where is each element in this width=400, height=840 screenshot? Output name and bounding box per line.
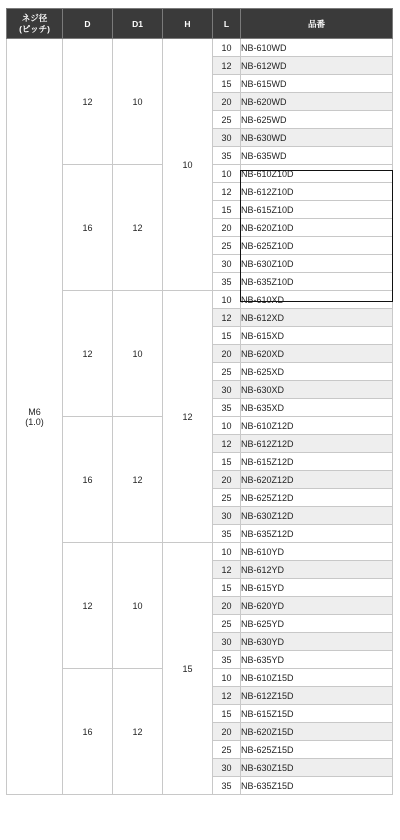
l-cell: 20 (213, 219, 241, 237)
d1-cell: 12 (113, 165, 163, 291)
h-cell: 15 (163, 543, 213, 795)
l-cell: 20 (213, 471, 241, 489)
part-number-cell: NB-612Z10D (241, 183, 393, 201)
h-cell: 12 (163, 291, 213, 543)
l-cell: 10 (213, 291, 241, 309)
header-row (7, 9, 393, 39)
part-number-cell: NB-620WD (241, 93, 393, 111)
d1-cell: 10 (113, 291, 163, 417)
l-cell: 35 (213, 777, 241, 795)
part-number-cell: NB-625Z15D (241, 741, 393, 759)
l-cell: 25 (213, 111, 241, 129)
part-number-cell: NB-630YD (241, 633, 393, 651)
part-number-cell: NB-635Z10D (241, 273, 393, 291)
d1-cell: 10 (113, 543, 163, 669)
l-cell: 15 (213, 75, 241, 93)
part-number-cell: NB-630WD (241, 129, 393, 147)
h-cell: 10 (163, 39, 213, 291)
l-cell: 30 (213, 129, 241, 147)
part-number-cell: NB-610YD (241, 543, 393, 561)
l-cell: 30 (213, 381, 241, 399)
part-number-cell: NB-615Z15D (241, 705, 393, 723)
table-header (7, 9, 393, 39)
d-cell: 12 (63, 291, 113, 417)
table-row (7, 291, 393, 309)
part-number-cell: NB-625Z10D (241, 237, 393, 255)
part-number-cell: NB-612WD (241, 57, 393, 75)
l-cell: 12 (213, 687, 241, 705)
l-cell: 25 (213, 489, 241, 507)
l-cell: 35 (213, 147, 241, 165)
d1-cell: 10 (113, 39, 163, 165)
l-cell: 15 (213, 705, 241, 723)
header-part-number: 品番 (241, 9, 393, 39)
part-number-cell: NB-612XD (241, 309, 393, 327)
part-number-cell: NB-630Z15D (241, 759, 393, 777)
l-cell: 20 (213, 597, 241, 615)
thread-size-cell (7, 39, 63, 795)
thread-size: M6 (28, 406, 41, 417)
spec-table (6, 8, 393, 795)
part-number-cell: NB-620Z12D (241, 471, 393, 489)
part-number-cell: NB-610Z12D (241, 417, 393, 435)
l-cell: 10 (213, 543, 241, 561)
part-number-cell: NB-620Z10D (241, 219, 393, 237)
l-cell: 30 (213, 255, 241, 273)
header-h: H (163, 9, 213, 39)
part-number-cell: NB-615WD (241, 75, 393, 93)
l-cell: 15 (213, 201, 241, 219)
d-cell: 12 (63, 543, 113, 669)
table-row (7, 39, 393, 57)
l-cell: 20 (213, 345, 241, 363)
part-number-cell: NB-615XD (241, 327, 393, 345)
l-cell: 15 (213, 453, 241, 471)
l-cell: 35 (213, 651, 241, 669)
part-number-cell: NB-615Z10D (241, 201, 393, 219)
l-cell: 20 (213, 93, 241, 111)
part-number-cell: NB-635Z15D (241, 777, 393, 795)
l-cell: 25 (213, 615, 241, 633)
l-cell: 25 (213, 363, 241, 381)
l-cell: 30 (213, 633, 241, 651)
header-d: D (63, 9, 113, 39)
part-number-cell: NB-610Z15D (241, 669, 393, 687)
l-cell: 10 (213, 417, 241, 435)
l-cell: 12 (213, 57, 241, 75)
l-cell: 10 (213, 165, 241, 183)
d-cell: 12 (63, 39, 113, 165)
l-cell: 15 (213, 579, 241, 597)
d-cell: 16 (63, 417, 113, 543)
l-cell: 12 (213, 561, 241, 579)
part-number-cell: NB-625YD (241, 615, 393, 633)
l-cell: 10 (213, 669, 241, 687)
d1-cell: 12 (113, 417, 163, 543)
part-number-cell: NB-625XD (241, 363, 393, 381)
l-cell: 35 (213, 525, 241, 543)
header-thread-size (7, 9, 63, 39)
l-cell: 20 (213, 723, 241, 741)
d1-cell: 12 (113, 669, 163, 795)
l-cell: 15 (213, 327, 241, 345)
l-cell: 35 (213, 399, 241, 417)
l-cell: 30 (213, 507, 241, 525)
part-number-cell: NB-612Z15D (241, 687, 393, 705)
d-cell: 16 (63, 669, 113, 795)
part-number-cell: NB-630Z12D (241, 507, 393, 525)
part-number-cell: NB-635WD (241, 147, 393, 165)
part-number-cell: NB-620YD (241, 597, 393, 615)
part-number-cell: NB-625Z12D (241, 489, 393, 507)
part-number-cell: NB-620XD (241, 345, 393, 363)
header-thread-line1: ネジ径 (21, 12, 48, 23)
l-cell: 35 (213, 273, 241, 291)
part-number-cell: NB-635XD (241, 399, 393, 417)
part-number-cell: NB-612YD (241, 561, 393, 579)
part-number-cell: NB-612Z12D (241, 435, 393, 453)
part-number-cell: NB-615Z12D (241, 453, 393, 471)
part-number-cell: NB-610Z10D (241, 165, 393, 183)
l-cell: 25 (213, 237, 241, 255)
header-d1: D1 (113, 9, 163, 39)
l-cell: 12 (213, 183, 241, 201)
l-cell: 12 (213, 435, 241, 453)
part-number-cell: NB-630Z10D (241, 255, 393, 273)
header-thread-line2: (ピッチ) (19, 23, 50, 34)
header-l: L (213, 9, 241, 39)
table-body (7, 39, 393, 795)
part-number-cell: NB-625WD (241, 111, 393, 129)
part-number-cell: NB-615YD (241, 579, 393, 597)
l-cell: 12 (213, 309, 241, 327)
part-number-cell: NB-630XD (241, 381, 393, 399)
part-number-cell: NB-610XD (241, 291, 393, 309)
table-row (7, 543, 393, 561)
part-number-cell: NB-635YD (241, 651, 393, 669)
l-cell: 25 (213, 741, 241, 759)
thread-pitch: (1.0) (25, 416, 44, 427)
l-cell: 30 (213, 759, 241, 777)
d-cell: 16 (63, 165, 113, 291)
part-number-cell: NB-610WD (241, 39, 393, 57)
part-number-cell: NB-620Z15D (241, 723, 393, 741)
part-number-cell: NB-635Z12D (241, 525, 393, 543)
l-cell: 10 (213, 39, 241, 57)
